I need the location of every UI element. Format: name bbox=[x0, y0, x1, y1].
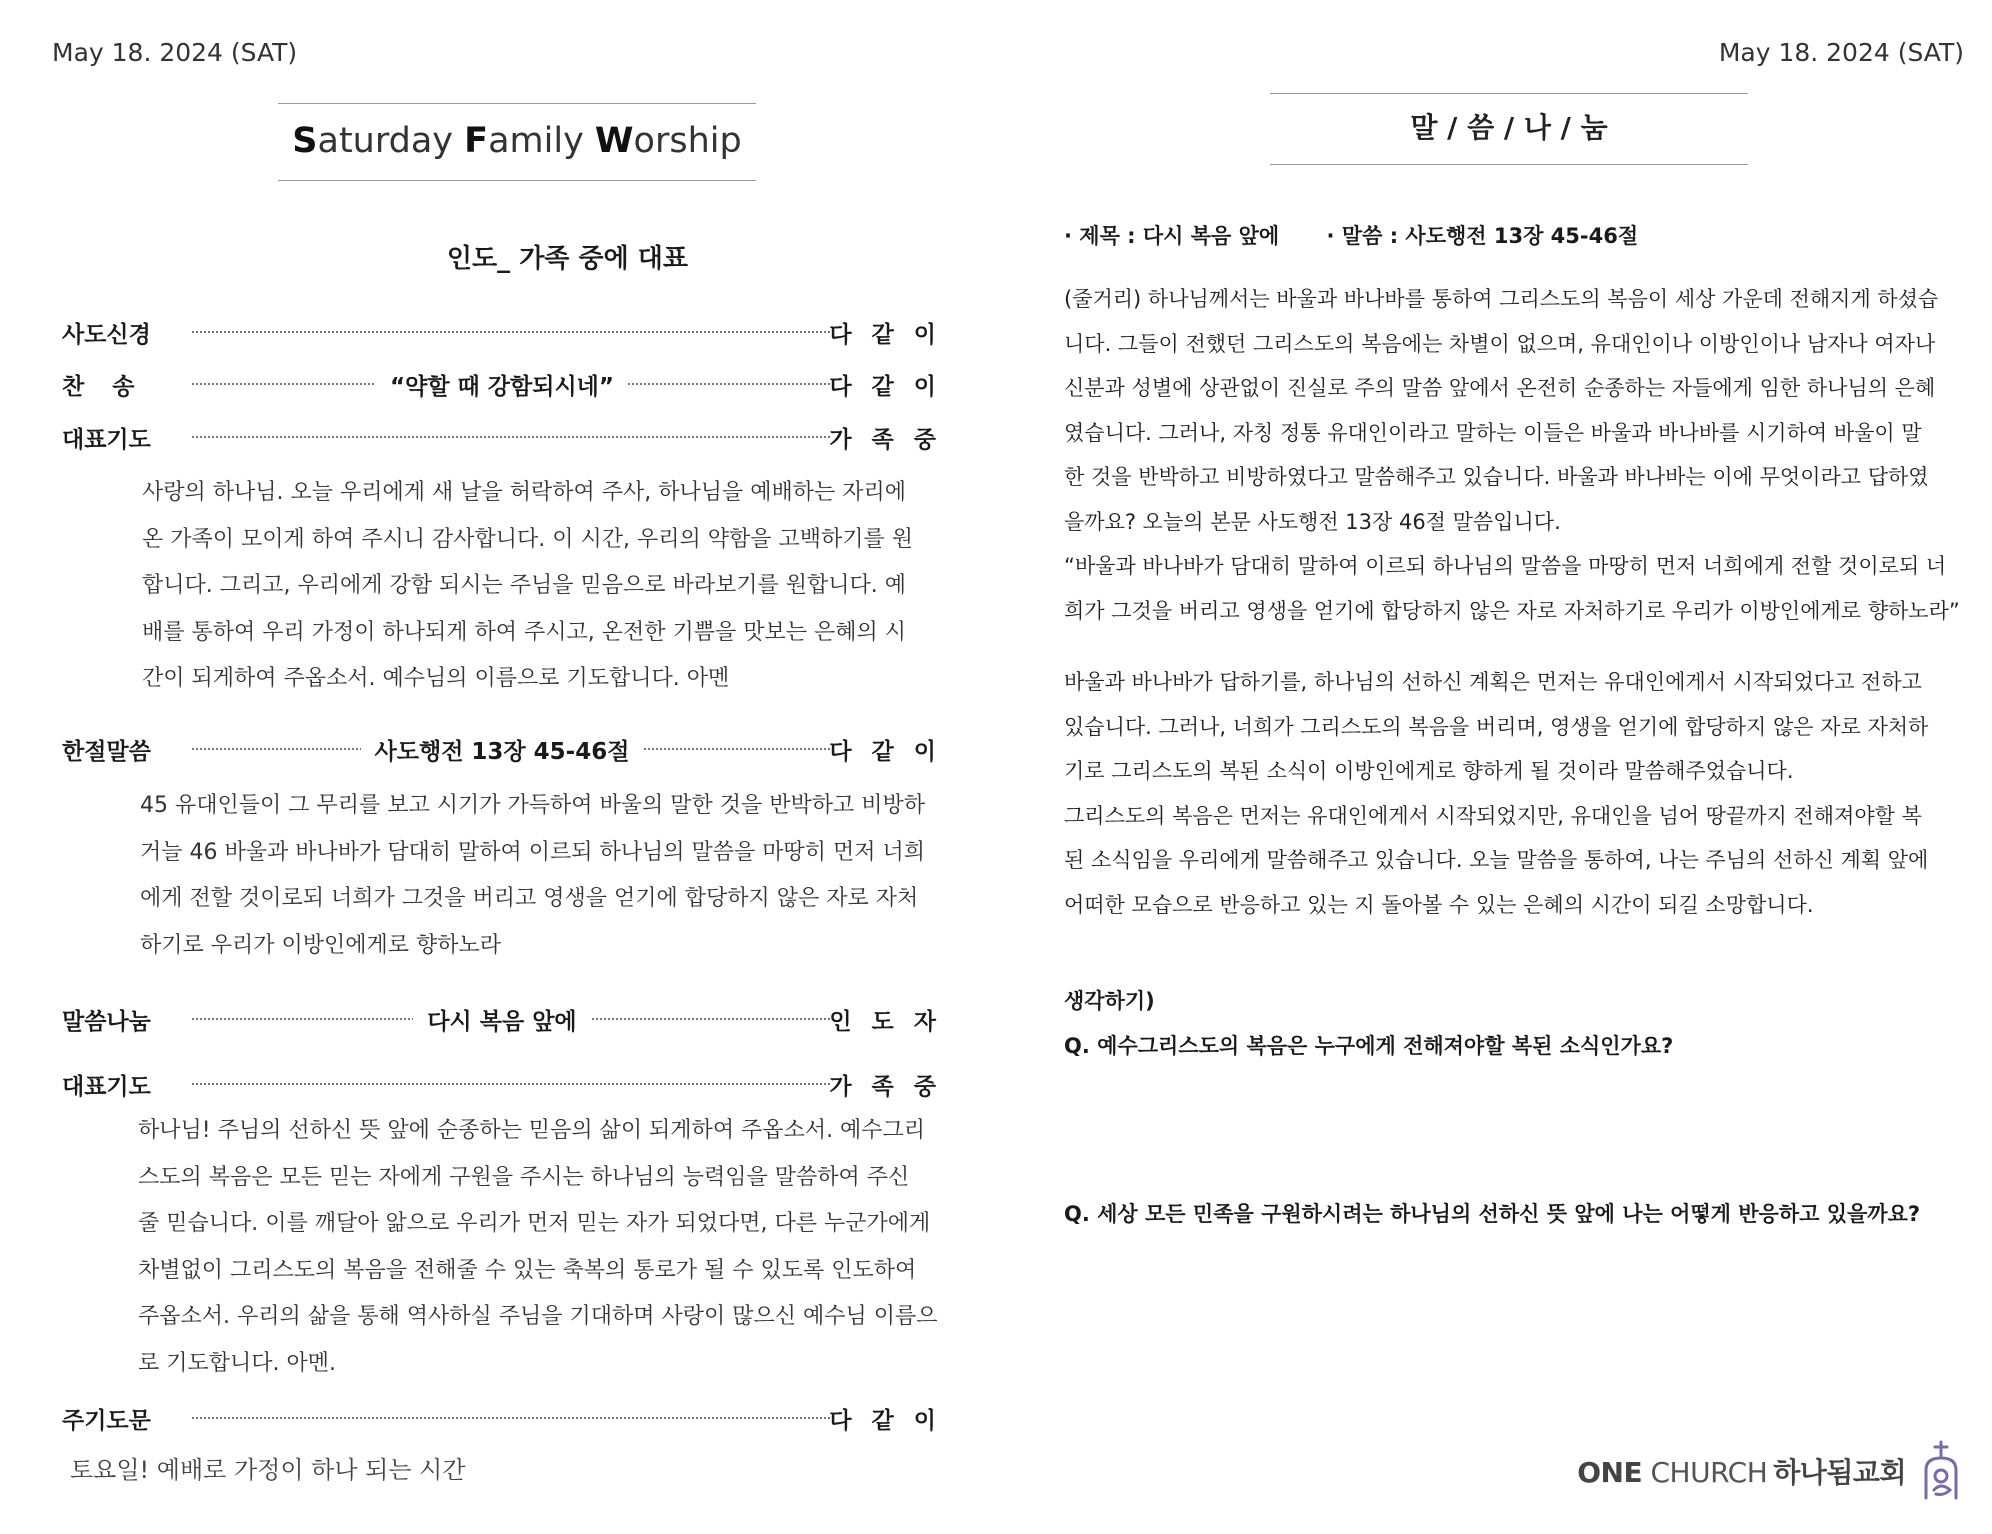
order-label: 주기도문 bbox=[62, 1408, 151, 1434]
sermon-info bbox=[1064, 220, 1678, 250]
order-participant: 가 족 중 bbox=[829, 1074, 942, 1100]
scripture-text bbox=[140, 783, 925, 969]
order-participant: 인 도 자 bbox=[829, 1009, 942, 1035]
order-label: 대표기도 bbox=[62, 1074, 151, 1100]
text-line: 어떠한 모습으로 반응하고 있는 지 돌아볼 수 있는 은혜의 시간이 되길 소망합니다. bbox=[1064, 892, 1814, 917]
order-row-verse bbox=[62, 733, 942, 767]
text-line: 한 것을 반박하고 비방하였다고 말씀해주고 있습니다. 바울과 바나바는 이에 무엇이라고 답하였 bbox=[1064, 465, 1929, 489]
text-line: 에게 전할 것이로되 너희가 그것을 버리고 영생을 얻기에 합당하지 않은 자로 자처 bbox=[140, 886, 919, 911]
text-line: 합니다. 그리고, 우리에게 강함 되시는 주님을 믿음으로 바라보기를 원합니다. 예 bbox=[142, 573, 906, 598]
text-line: 사랑의 하나님. 오늘 우리에게 새 날을 허락하여 주사, 하나님을 예배하는 자리에 bbox=[142, 480, 906, 505]
text-line: 된 소식임을 우리에게 말씀해주고 있습니다. 오늘 말씀을 통하여, 나는 주님의 선하신 계획 앞에 bbox=[1064, 848, 1929, 872]
motto: 토요일! 예배로 가정이 하나 되는 시간 bbox=[70, 1456, 466, 1484]
church-cross-icon bbox=[1918, 1440, 1964, 1502]
title-initial-s: S bbox=[292, 121, 318, 161]
leader-dots bbox=[192, 1417, 830, 1419]
quote-line: “바울과 바나바가 담대히 말하여 이르되 하나님의 말씀을 마땅히 먼저 너희에게 전할 것이로되 너 bbox=[1064, 554, 1947, 578]
worship-title bbox=[278, 103, 756, 181]
text-line: (줄거리) 하나님께서는 바울과 바나바를 통하여 그리스도의 복음이 세상 가운데 전해지게 하셨습 bbox=[1064, 287, 1939, 311]
text-line: 차별없이 그리스도의 복음을 전해줄 수 있는 축복의 통로가 될 수 있도록 인도하여 bbox=[138, 1257, 917, 1283]
hymn-title: “약할 때 강함되시네” bbox=[376, 374, 628, 400]
leader-dots bbox=[192, 1083, 830, 1085]
order-row-lords-prayer bbox=[62, 1402, 942, 1436]
text-line: 을까요? 오늘의 본문 사도행전 13장 46절 말씀입니다. bbox=[1064, 509, 1561, 534]
leader-dots bbox=[192, 436, 830, 438]
body-text bbox=[1064, 660, 1964, 927]
text-line: 간이 되게하여 주옵소서. 예수님의 이름으로 기도합니다. 아멘 bbox=[142, 666, 730, 691]
leader-dots bbox=[192, 331, 830, 333]
order-participant: 다 같 이 bbox=[829, 374, 942, 400]
title-part: orship bbox=[633, 121, 742, 161]
order-row-closing-prayer bbox=[62, 1068, 942, 1102]
order-row-sharing bbox=[62, 1003, 942, 1037]
logo-church: CHURCH bbox=[1642, 1456, 1768, 1489]
logo-one: ONE bbox=[1577, 1456, 1643, 1489]
text-line: 하기로 우리가 이방인에게로 향하노라 bbox=[140, 932, 502, 958]
question-1: Q. 예수그리스도의 복음은 누구에게 전해져야할 복된 소식인가요? bbox=[1064, 1034, 1674, 1058]
order-content bbox=[62, 368, 942, 401]
date-left: May 18. 2024 (SAT) bbox=[52, 38, 298, 67]
order-label: 대표기도 bbox=[62, 427, 151, 453]
order-participant: 가 족 중 bbox=[829, 427, 942, 453]
sermon-scripture: · 말씀 : 사도행전 13장 45-46절 bbox=[1326, 224, 1639, 248]
text-line: 배를 통하여 우리 가정이 하나되게 하여 주시고, 온전한 기쁨을 맛보는 은혜의 시 bbox=[142, 619, 906, 645]
summary-text bbox=[1064, 277, 1964, 633]
order-row-hymn bbox=[62, 368, 942, 402]
church-name bbox=[1577, 1451, 1906, 1491]
text-line: 로 기도합니다. 아멘. bbox=[138, 1350, 336, 1376]
text-line: 45 유대인들이 그 무리를 보고 시기가 가득하여 바울의 말한 것을 반박하고 비방하 bbox=[140, 793, 925, 818]
text-line: 기로 그리스도의 복된 소식이 이방인에게로 향하게 될 것이라 말씀해주었습니다. bbox=[1064, 759, 1794, 783]
text-line: 주옵소서. 우리의 삶을 통해 역사하실 주님을 기대하며 사랑이 많으신 예수님 이름으 bbox=[138, 1304, 938, 1329]
text-line: 스도의 복음은 모든 믿는 자에게 구원을 주시는 하나님의 능력임을 말씀하여 주신 bbox=[138, 1164, 910, 1190]
text-line: 줄 믿습니다. 이를 깨달아 앎으로 우리가 먼저 믿는 자가 되었다면, 다른 누군가에게 bbox=[138, 1211, 931, 1236]
order-row-prayer bbox=[62, 421, 942, 455]
text-line: 바울과 바나바가 답하기를, 하나님의 선하신 계획은 먼저는 유대인에게서 시작되었다고 전하고 bbox=[1064, 670, 1922, 694]
scripture-reference: 사도행전 13장 45-46절 bbox=[361, 739, 644, 765]
title-part: aturday bbox=[317, 121, 465, 161]
opening-prayer-text bbox=[142, 470, 913, 703]
order-participant: 다 같 이 bbox=[829, 739, 942, 765]
right-page bbox=[1000, 0, 1992, 1534]
order-participant: 다 같 이 bbox=[829, 322, 942, 348]
date-right: May 18. 2024 (SAT) bbox=[1718, 38, 1964, 67]
text-line: 그리스도의 복음은 먼저는 유대인에게서 시작되었지만, 유대인을 넘어 땅끝까지 전해져야할 복 bbox=[1064, 803, 1922, 828]
text-line: 하나님! 주님의 선하신 뜻 앞에 순종하는 믿음의 삶이 되게하여 주옵소서. 예수그리 bbox=[138, 1118, 926, 1143]
order-label: 한절말씀 bbox=[62, 739, 151, 765]
text-line: 였습니다. 그러나, 자칭 정통 유대인이라고 말하는 이들은 바울과 바나바를 시기하여 바울이 말 bbox=[1064, 420, 1922, 445]
title-part: amily bbox=[488, 121, 595, 161]
order-participant: 다 같 이 bbox=[829, 1408, 942, 1434]
order-row-creed bbox=[62, 316, 942, 350]
text-line: 온 가족이 모이게 하여 주시니 감사합니다. 이 시간, 우리의 약함을 고백하기를 원 bbox=[142, 526, 913, 552]
title-initial-w: W bbox=[594, 121, 634, 161]
order-label: 찬송 bbox=[62, 374, 163, 400]
logo-korean-name: 하나됨교회 bbox=[1773, 1456, 1906, 1489]
quote-line: 희가 그것을 버리고 영생을 얻기에 합당하지 않은 자로 자처하기로 우리가 이방인에게로 향하노라” bbox=[1064, 598, 1960, 623]
text-line: 거늘 46 바울과 바나바가 담대히 말하여 이르되 하나님의 말씀을 마땅히 먼저 너희 bbox=[140, 839, 925, 865]
reflection-label: 생각하기) bbox=[1064, 989, 1155, 1013]
order-content bbox=[62, 733, 942, 766]
question-2: Q. 세상 모든 민족을 구원하시려는 하나님의 선하신 뜻 앞에 나는 어떻게 반응하고 있을까요? bbox=[1064, 1202, 1921, 1226]
sharing-title: 말 / 씀 / 나 / 눔 bbox=[1270, 93, 1748, 165]
order-label: 말씀나눔 bbox=[62, 1009, 151, 1035]
text-line: 있습니다. 그러나, 너희가 그리스도의 복음을 버리며, 영생을 얻기에 합당하지 않은 자로 자처하 bbox=[1064, 714, 1929, 739]
church-logo bbox=[1577, 1440, 1964, 1502]
text-line: 니다. 그들이 전했던 그리스도의 복음에는 차별이 없으며, 유대인이나 이방인이나 남자나 여자나 bbox=[1064, 331, 1936, 356]
closing-prayer-text bbox=[138, 1108, 938, 1387]
leader-note: 인도_ 가족 중에 대표 bbox=[446, 244, 688, 274]
title-initial-f: F bbox=[464, 121, 489, 161]
sermon-title: 다시 복음 앞에 bbox=[413, 1009, 590, 1035]
order-label: 사도신경 bbox=[62, 322, 151, 348]
sermon-subject: · 제목 : 다시 복음 앞에 bbox=[1064, 224, 1280, 248]
text-line: 신분과 성별에 상관없이 진실로 주의 말씀 앞에서 온전히 순종하는 자들에게 임한 하나님의 은혜 bbox=[1064, 376, 1936, 400]
order-content bbox=[62, 1003, 942, 1036]
